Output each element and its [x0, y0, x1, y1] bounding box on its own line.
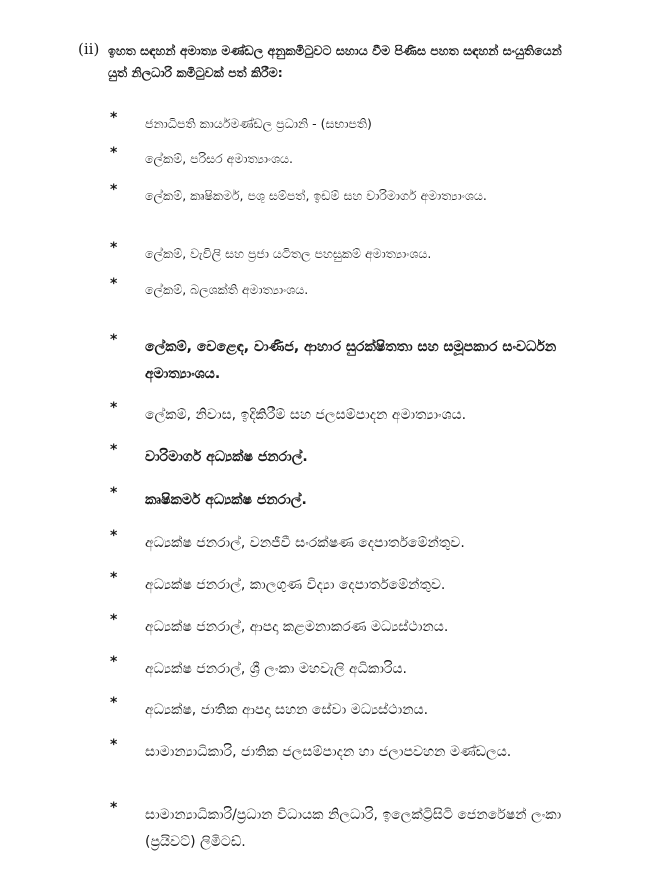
bullet-icon: *	[110, 654, 118, 670]
bullet-icon: *	[110, 145, 118, 161]
list-item-text: ලේකම්, බලශක්ති අමාත්‍යාංශය.	[145, 282, 309, 297]
bullet-icon: *	[110, 276, 118, 292]
list-item-text: ලේකම්, වැවිලි සහ ප්‍රජා යටිතල පහසුකම් අමාත්‍යාංශය.	[145, 246, 432, 261]
bullet-icon: *	[110, 570, 118, 586]
list-item-text: අධ්‍යක්ෂ ජනරාල්, වනජීවී සංරක්ෂණ දෙපාර්තමේන්තුව.	[145, 535, 465, 551]
list-item-text: ජනාධිපති කාර්යමණ්ඩල ප්‍රධානි - (සභාපති)	[145, 116, 372, 131]
bullet-icon: *	[110, 737, 118, 753]
list-item-text: ලේකම්, වෙළෙඳ, වාණිජ, ආහාර සුරක්ෂිතතා සහ සමූපකාර සංවර්ධන අමාත්‍යාංශය.	[145, 339, 557, 382]
list-item-text: සාමාන්‍යාධිකාරි/ප්‍රධාන විධායක නිලධාරි, ඉලෙක්ට්‍රිසිටි ජෙනරේෂන් ලංකා (ප්‍රයිවට්) ලිමිටඩ්.	[145, 807, 562, 850]
bullet-icon: *	[110, 528, 118, 544]
list-item-text: වාරිමාර්ග අධ්‍යක්ෂ ජනරාල්.	[145, 449, 308, 465]
bullet-icon: *	[110, 800, 118, 816]
bullet-icon: *	[110, 695, 118, 711]
bullet-icon: *	[110, 442, 118, 458]
bullet-icon: *	[110, 400, 118, 416]
list-item-text: ලේකම්, පරිසර අමාත්‍යාංශය.	[145, 151, 294, 166]
section-marker: (ii)	[78, 40, 100, 58]
list-item-text: සාමාන්‍යාධිකාරි, ජාතික ජලසම්පාදන හා ජලාපවහන මණ්ඩලය.	[145, 744, 512, 760]
bullet-icon: *	[110, 182, 118, 198]
section-heading: ඉහත සඳහන් අමාත්‍ය මණ්ඩල අනුකමිටුවට සහාය වීම පිණිස පහත සඳහන් සංයුතියෙන් යුත් නිලධාරි කමිටුවක් පත් කිරීම:	[108, 43, 562, 80]
bullet-icon: *	[110, 110, 118, 126]
list-item-text: අධ්‍යක්ෂ ජනරාල්, කාලගුණ විද්‍යා දෙපාර්තමේන්තුව.	[145, 577, 446, 593]
bullet-icon: *	[110, 240, 118, 256]
bullet-icon: *	[110, 485, 118, 501]
bullet-icon: *	[110, 612, 118, 628]
list-item-text: ලේකම්, කෘෂිකර්ම, පශු සම්පත්, ඉඩම් සහ වාරිමාර්ග අමාත්‍යාංශය.	[145, 188, 487, 203]
list-item-text: අධ්‍යක්ෂ ජනරාල්, ආපදා කළමනාකරණ මධ්‍යස්ථානය.	[145, 619, 449, 635]
list-item-text: කෘෂිකර්ම අධ්‍යක්ෂ ජනරාල්.	[145, 492, 307, 508]
list-item-text: ලේකම්, නිවාස, ඉදිකිරීම් සහ ජලසම්පාදන අමාත්‍යාංශය.	[145, 407, 467, 423]
list-item-text: අධ්‍යක්ෂ, ජාතික ආපදා සහන සේවා මධ්‍යස්ථානය.	[145, 702, 429, 718]
list-item-text: අධ්‍යක්ෂ ජනරාල්, ශ්‍රී ලංකා මහවැලි අධිකාරිය.	[145, 661, 407, 677]
bullet-icon: *	[110, 332, 118, 348]
